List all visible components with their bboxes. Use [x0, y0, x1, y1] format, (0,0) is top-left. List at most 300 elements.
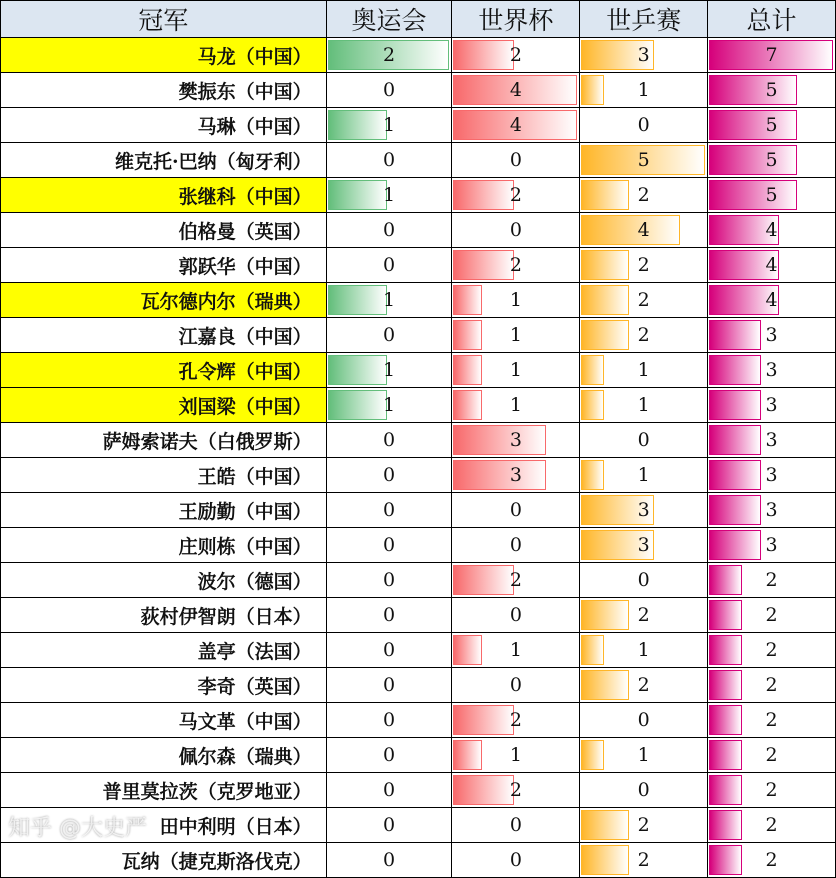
- worldchamp-cell[interactable]: [580, 773, 708, 808]
- olympic-data-bar: [328, 110, 387, 140]
- worldcup-data-bar: [453, 180, 513, 210]
- olympic-cell[interactable]: [326, 108, 452, 143]
- olympic-data-bar: [328, 180, 387, 210]
- total-value: 2: [765, 639, 778, 661]
- olympic-value: 0: [382, 674, 396, 696]
- total-cell[interactable]: [708, 808, 836, 843]
- total-cell[interactable]: [708, 248, 836, 283]
- olympic-value: 0: [382, 744, 396, 766]
- header-champion[interactable]: 冠军: [1, 1, 327, 38]
- worldchamp-cell[interactable]: [580, 73, 708, 108]
- worldcup-value: 2: [509, 569, 522, 591]
- worldcup-value: 1: [509, 289, 522, 311]
- total-data-bar: [709, 320, 760, 350]
- worldchamp-data-bar: [581, 740, 603, 770]
- table-row: [1, 178, 836, 213]
- champion-name[interactable]: 普里莫拉茨（克罗地亚）: [1, 773, 327, 808]
- table-row: [1, 38, 836, 73]
- worldcup-cell[interactable]: [452, 843, 580, 878]
- table-row: [1, 528, 836, 563]
- total-data-bar: [709, 670, 742, 700]
- worldchamp-cell[interactable]: [580, 318, 708, 353]
- olympic-value: 0: [382, 849, 396, 871]
- worldchamp-value: 2: [637, 254, 650, 276]
- olympic-cell[interactable]: [326, 668, 452, 703]
- worldchamp-data-bar: [581, 460, 603, 490]
- worldchamp-cell[interactable]: [580, 843, 708, 878]
- olympic-cell[interactable]: [326, 843, 452, 878]
- total-value: 3: [765, 534, 778, 556]
- worldcup-cell[interactable]: [452, 738, 580, 773]
- worldcup-cell[interactable]: [452, 563, 580, 598]
- total-data-bar: [709, 180, 797, 210]
- total-value: 5: [765, 184, 778, 206]
- header-olympic[interactable]: 奥运会: [326, 1, 452, 38]
- worldchamp-value: 0: [637, 569, 650, 591]
- worldcup-cell[interactable]: [452, 458, 580, 493]
- header-worldchamp[interactable]: 世乒赛: [580, 1, 708, 38]
- olympic-data-bar: [328, 355, 387, 385]
- worldcup-value: 2: [509, 709, 522, 731]
- total-value: 2: [765, 569, 778, 591]
- table-row: [1, 143, 836, 178]
- worldcup-cell[interactable]: [452, 703, 580, 738]
- worldchamp-cell[interactable]: [580, 598, 708, 633]
- olympic-value: 0: [382, 499, 396, 521]
- worldchamp-cell[interactable]: [580, 283, 708, 318]
- olympic-cell[interactable]: [326, 458, 452, 493]
- olympic-value: 1: [382, 289, 396, 311]
- worldcup-data-bar: [453, 705, 513, 735]
- worldchamp-value: 0: [637, 709, 650, 731]
- olympic-data-bar: [328, 285, 387, 315]
- olympic-cell[interactable]: [326, 213, 452, 248]
- worldchamp-cell[interactable]: [580, 633, 708, 668]
- worldchamp-cell[interactable]: [580, 808, 708, 843]
- olympic-cell[interactable]: [326, 703, 452, 738]
- total-cell[interactable]: [708, 38, 836, 73]
- total-value: 3: [765, 464, 778, 486]
- total-value: 5: [765, 149, 778, 171]
- worldcup-cell[interactable]: [452, 143, 580, 178]
- total-data-bar: [709, 390, 760, 420]
- worldcup-cell[interactable]: [452, 353, 580, 388]
- table-row: [1, 108, 836, 143]
- olympic-value: 0: [382, 254, 396, 276]
- total-data-bar: [709, 530, 760, 560]
- worldcup-value: 0: [509, 604, 522, 626]
- worldcup-cell[interactable]: [452, 773, 580, 808]
- champion-name[interactable]: 佩尔森（瑞典）: [1, 738, 327, 773]
- olympic-value: 0: [382, 709, 396, 731]
- total-data-bar: [709, 600, 742, 630]
- total-value: 2: [765, 779, 778, 801]
- worldchamp-value: 3: [637, 534, 650, 556]
- total-cell[interactable]: [708, 213, 836, 248]
- olympic-value: 0: [382, 814, 396, 836]
- champion-name[interactable]: 田中利明（日本）: [1, 808, 327, 843]
- worldchamp-value: 3: [637, 499, 650, 521]
- total-cell[interactable]: [708, 633, 836, 668]
- worldcup-value: 0: [509, 219, 522, 241]
- worldcup-cell[interactable]: [452, 423, 580, 458]
- worldchamp-value: 2: [637, 849, 650, 871]
- worldcup-data-bar: [453, 425, 545, 455]
- worldcup-cell[interactable]: [452, 73, 580, 108]
- worldcup-value: 2: [509, 184, 522, 206]
- olympic-cell[interactable]: [326, 388, 452, 423]
- olympic-cell[interactable]: [326, 353, 452, 388]
- worldchamp-data-bar: [581, 215, 679, 245]
- olympic-cell[interactable]: [326, 633, 452, 668]
- worldchamp-value: 2: [637, 289, 650, 311]
- champion-name[interactable]: 张继科（中国）: [1, 178, 327, 213]
- total-cell[interactable]: [708, 388, 836, 423]
- total-value: 4: [765, 254, 778, 276]
- champion-name[interactable]: 马龙（中国）: [1, 38, 327, 73]
- champion-name[interactable]: 瓦尔德内尔（瑞典）: [1, 283, 327, 318]
- worldchamp-value: 3: [637, 44, 650, 66]
- worldcup-value: 1: [509, 394, 522, 416]
- worldchamp-cell[interactable]: [580, 143, 708, 178]
- total-data-bar: [709, 565, 742, 595]
- total-value: 3: [765, 324, 778, 346]
- worldcup-value: 0: [509, 534, 522, 556]
- header-row: [1, 1, 836, 38]
- worldchamp-value: 2: [637, 674, 650, 696]
- total-value: 2: [765, 849, 778, 871]
- total-value: 4: [765, 219, 778, 241]
- total-data-bar: [709, 635, 742, 665]
- olympic-cell[interactable]: [326, 563, 452, 598]
- table-row: [1, 318, 836, 353]
- worldchamp-value: 5: [637, 149, 650, 171]
- worldchamp-value: 2: [637, 324, 650, 346]
- champion-name[interactable]: 樊振东（中国）: [1, 73, 327, 108]
- worldcup-value: 4: [509, 79, 522, 101]
- champion-name[interactable]: 盖亭（法国）: [1, 633, 327, 668]
- worldcup-data-bar: [453, 320, 482, 350]
- worldcup-cell[interactable]: [452, 248, 580, 283]
- worldcup-cell[interactable]: [452, 388, 580, 423]
- total-cell[interactable]: [708, 598, 836, 633]
- worldchamp-data-bar: [581, 320, 629, 350]
- champion-name[interactable]: 孔令辉（中国）: [1, 353, 327, 388]
- olympic-cell[interactable]: [326, 318, 452, 353]
- table-row: [1, 633, 836, 668]
- champion-name[interactable]: 伯格曼（英国）: [1, 213, 327, 248]
- olympic-cell[interactable]: [326, 423, 452, 458]
- olympic-value: 0: [382, 79, 396, 101]
- worldchamp-data-bar: [581, 285, 629, 315]
- olympic-cell[interactable]: [326, 248, 452, 283]
- table-row: [1, 738, 836, 773]
- olympic-cell[interactable]: [326, 773, 452, 808]
- worldcup-value: 0: [509, 149, 522, 171]
- worldchamp-cell[interactable]: [580, 38, 708, 73]
- total-data-bar: [709, 810, 742, 840]
- worldcup-cell[interactable]: [452, 633, 580, 668]
- worldcup-value: 1: [509, 639, 522, 661]
- total-value: 3: [765, 429, 778, 451]
- watermark: 知乎 @大史严: [8, 816, 147, 841]
- total-cell[interactable]: [708, 773, 836, 808]
- worldchamp-cell[interactable]: [580, 423, 708, 458]
- total-cell[interactable]: [708, 353, 836, 388]
- olympic-value: 1: [382, 359, 396, 381]
- total-cell[interactable]: [708, 563, 836, 598]
- worldchamp-cell[interactable]: [580, 668, 708, 703]
- olympic-cell[interactable]: [326, 73, 452, 108]
- champion-name[interactable]: 刘国梁（中国）: [1, 388, 327, 423]
- total-cell[interactable]: [708, 458, 836, 493]
- champion-name[interactable]: 荻村伊智朗（日本）: [1, 598, 327, 633]
- worldchamp-data-bar: [581, 600, 629, 630]
- worldchamp-data-bar: [581, 180, 629, 210]
- worldcup-value: 3: [509, 464, 522, 486]
- champion-name[interactable]: 江嘉良（中国）: [1, 318, 327, 353]
- worldcup-data-bar: [453, 390, 482, 420]
- worldcup-data-bar: [453, 460, 545, 490]
- total-cell[interactable]: [708, 423, 836, 458]
- total-value: 2: [765, 709, 778, 731]
- total-cell[interactable]: [708, 528, 836, 563]
- olympic-value: 0: [382, 219, 396, 241]
- olympic-cell[interactable]: [326, 528, 452, 563]
- worldchamp-value: 1: [637, 744, 650, 766]
- worldchamp-value: 1: [637, 394, 650, 416]
- olympic-data-bar: [328, 390, 387, 420]
- header-worldcup[interactable]: 世界杯: [452, 1, 580, 38]
- table-row: [1, 668, 836, 703]
- total-data-bar: [709, 495, 760, 525]
- olympic-value: 0: [382, 779, 396, 801]
- champion-name[interactable]: 王励勤（中国）: [1, 493, 327, 528]
- olympic-cell[interactable]: [326, 283, 452, 318]
- champion-name[interactable]: 维克托·巴纳（匈牙利）: [1, 143, 327, 178]
- worldcup-value: 1: [509, 324, 522, 346]
- total-cell[interactable]: [708, 843, 836, 878]
- olympic-value: 2: [382, 44, 396, 66]
- worldchamp-value: 1: [637, 359, 650, 381]
- worldchamp-cell[interactable]: [580, 703, 708, 738]
- worldchamp-value: 1: [637, 464, 650, 486]
- worldchamp-data-bar: [581, 635, 603, 665]
- worldcup-data-bar: [453, 740, 482, 770]
- worldchamp-cell[interactable]: [580, 213, 708, 248]
- total-data-bar: [709, 145, 797, 175]
- table-row: [1, 423, 836, 458]
- worldchamp-value: 0: [637, 779, 650, 801]
- worldcup-value: 1: [509, 744, 522, 766]
- worldchamp-value: 2: [637, 814, 650, 836]
- worldchamp-cell[interactable]: [580, 458, 708, 493]
- olympic-value: 0: [382, 639, 396, 661]
- total-cell[interactable]: [708, 283, 836, 318]
- total-cell[interactable]: [708, 73, 836, 108]
- worldcup-value: 2: [509, 779, 522, 801]
- worldchamp-value: 1: [637, 639, 650, 661]
- worldcup-cell[interactable]: [452, 318, 580, 353]
- worldcup-data-bar: [453, 250, 513, 280]
- table-row: [1, 773, 836, 808]
- table-row: [1, 703, 836, 738]
- total-data-bar: [709, 845, 742, 875]
- total-value: 5: [765, 114, 778, 136]
- worldchamp-data-bar: [581, 250, 629, 280]
- worldcup-value: 0: [509, 674, 522, 696]
- worldchamp-value: 0: [637, 114, 650, 136]
- total-cell[interactable]: [708, 738, 836, 773]
- total-value: 2: [765, 744, 778, 766]
- total-data-bar: [709, 705, 742, 735]
- worldcup-cell[interactable]: [452, 213, 580, 248]
- table-row: [1, 563, 836, 598]
- worldchamp-data-bar: [581, 810, 629, 840]
- olympic-value: 0: [382, 464, 396, 486]
- worldchamp-value: 0: [637, 429, 650, 451]
- olympic-value: 0: [382, 534, 396, 556]
- total-cell[interactable]: [708, 703, 836, 738]
- champion-name[interactable]: 王皓（中国）: [1, 458, 327, 493]
- worldcup-cell[interactable]: [452, 108, 580, 143]
- worldchamp-data-bar: [581, 355, 603, 385]
- worldcup-value: 4: [509, 114, 522, 136]
- header-total[interactable]: 总计: [708, 1, 836, 38]
- worldchamp-cell[interactable]: [580, 248, 708, 283]
- worldcup-cell[interactable]: [452, 38, 580, 73]
- worldcup-value: 3: [509, 429, 522, 451]
- worldchamp-cell[interactable]: [580, 108, 708, 143]
- worldchamp-cell[interactable]: [580, 353, 708, 388]
- total-data-bar: [709, 425, 760, 455]
- olympic-cell[interactable]: [326, 808, 452, 843]
- worldchamp-value: 4: [637, 219, 650, 241]
- olympic-value: 0: [382, 569, 396, 591]
- worldcup-data-bar: [453, 285, 482, 315]
- champion-name[interactable]: 萨姆索诺夫（白俄罗斯）: [1, 423, 327, 458]
- worldcup-cell[interactable]: [452, 808, 580, 843]
- worldcup-cell[interactable]: [452, 528, 580, 563]
- olympic-value: 0: [382, 149, 396, 171]
- worldchamp-cell[interactable]: [580, 528, 708, 563]
- champion-name[interactable]: 李奇（英国）: [1, 668, 327, 703]
- olympic-value: 0: [382, 429, 396, 451]
- worldchamp-value: 1: [637, 79, 650, 101]
- worldcup-value: 0: [509, 849, 522, 871]
- table-row: [1, 248, 836, 283]
- champion-name[interactable]: 波尔（德国）: [1, 563, 327, 598]
- table-row: [1, 283, 836, 318]
- total-value: 2: [765, 814, 778, 836]
- champion-name[interactable]: 瓦纳（捷克斯洛伐克）: [1, 843, 327, 878]
- worldcup-value: 0: [509, 814, 522, 836]
- table-row: [1, 598, 836, 633]
- table-row: [1, 458, 836, 493]
- worldcup-cell[interactable]: [452, 283, 580, 318]
- table-row: [1, 843, 836, 878]
- total-value: 5: [765, 79, 778, 101]
- worldcup-value: 1: [509, 359, 522, 381]
- worldcup-cell[interactable]: [452, 598, 580, 633]
- worldcup-data-bar: [453, 355, 482, 385]
- total-value: 7: [765, 44, 778, 66]
- worldchamp-data-bar: [581, 75, 603, 105]
- olympic-cell[interactable]: [326, 178, 452, 213]
- olympic-cell[interactable]: [326, 738, 452, 773]
- worldchamp-cell[interactable]: [580, 493, 708, 528]
- total-cell[interactable]: [708, 318, 836, 353]
- olympic-value: 1: [382, 114, 396, 136]
- olympic-value: 1: [382, 394, 396, 416]
- table-row: [1, 353, 836, 388]
- worldchamp-data-bar: [581, 845, 629, 875]
- worldchamp-cell[interactable]: [580, 178, 708, 213]
- total-value: 3: [765, 394, 778, 416]
- champion-name[interactable]: 马琳（中国）: [1, 108, 327, 143]
- total-cell[interactable]: [708, 668, 836, 703]
- total-cell[interactable]: [708, 143, 836, 178]
- champion-name[interactable]: 庄则栋（中国）: [1, 528, 327, 563]
- worldchamp-value: 2: [637, 604, 650, 626]
- worldchamp-data-bar: [581, 670, 629, 700]
- total-value: 2: [765, 604, 778, 626]
- total-value: 4: [765, 289, 778, 311]
- worldchamp-data-bar: [581, 390, 603, 420]
- table-row: [1, 388, 836, 423]
- total-cell[interactable]: [708, 493, 836, 528]
- total-data-bar: [709, 110, 797, 140]
- worldchamp-value: 2: [637, 184, 650, 206]
- worldcup-data-bar: [453, 635, 482, 665]
- champion-name[interactable]: 郭跃华（中国）: [1, 248, 327, 283]
- table-row: [1, 493, 836, 528]
- olympic-cell[interactable]: [326, 143, 452, 178]
- worldcup-value: 0: [509, 499, 522, 521]
- champion-name[interactable]: 马文革（中国）: [1, 703, 327, 738]
- total-data-bar: [709, 740, 742, 770]
- total-data-bar: [709, 775, 742, 805]
- olympic-value: 1: [382, 184, 396, 206]
- worldcup-value: 2: [509, 44, 522, 66]
- total-value: 2: [765, 674, 778, 696]
- worldcup-data-bar: [453, 775, 513, 805]
- total-data-bar: [709, 355, 760, 385]
- worldchamp-cell[interactable]: [580, 738, 708, 773]
- total-data-bar: [709, 75, 797, 105]
- olympic-value: 0: [382, 604, 396, 626]
- total-value: 3: [765, 499, 778, 521]
- olympic-value: 0: [382, 324, 396, 346]
- worldcup-cell[interactable]: [452, 668, 580, 703]
- worldcup-cell[interactable]: [452, 178, 580, 213]
- worldcup-data-bar: [453, 565, 513, 595]
- table-row: [1, 73, 836, 108]
- table-row: [1, 213, 836, 248]
- total-data-bar: [709, 460, 760, 490]
- total-value: 3: [765, 359, 778, 381]
- total-cell[interactable]: [708, 178, 836, 213]
- olympic-cell[interactable]: [326, 38, 452, 73]
- worldcup-data-bar: [453, 40, 513, 70]
- worldcup-value: 2: [509, 254, 522, 276]
- worldcup-cell[interactable]: [452, 493, 580, 528]
- olympic-cell[interactable]: [326, 493, 452, 528]
- total-cell[interactable]: [708, 108, 836, 143]
- worldchamp-cell[interactable]: [580, 563, 708, 598]
- worldchamp-cell[interactable]: [580, 388, 708, 423]
- olympic-cell[interactable]: [326, 598, 452, 633]
